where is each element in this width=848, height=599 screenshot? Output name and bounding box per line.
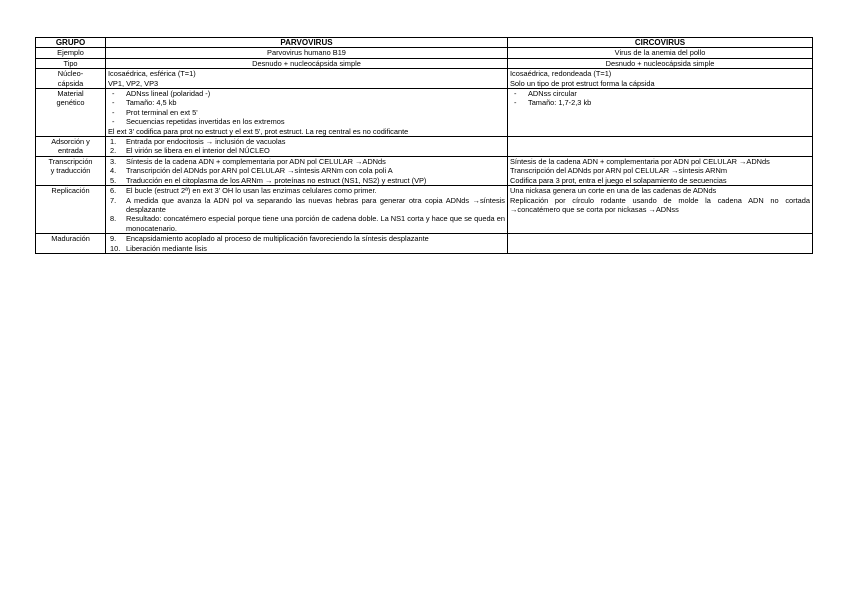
- list-item: - Tamaño: 4,5 kb: [126, 98, 505, 107]
- bullet-list: [108, 89, 505, 127]
- step-number: 2.: [110, 146, 117, 156]
- label-line: Núcleo-: [57, 69, 84, 79]
- header-circovirus: CIRCOVIRUS: [508, 38, 813, 48]
- label-line: y traducción: [50, 166, 91, 176]
- step-text: El bucle (estruct 2ª) en ext 3' OH lo usan las enzimas celulares como primer.: [126, 186, 377, 196]
- circo-nucleocapsida: [508, 69, 813, 89]
- list-item: [110, 137, 505, 147]
- list-item: [110, 234, 505, 244]
- label-line: Transcripción: [48, 156, 93, 166]
- bullet-list: [510, 89, 810, 108]
- circo-tipo: Desnudo + nucleocápsida simple: [508, 58, 813, 68]
- circo-adsorcion: [508, 137, 813, 157]
- step-text: Transcripción del ADNds por ARN pol CELULAR →síntesis ARNm con cola poli A: [126, 166, 393, 176]
- list-item: - Prot terminal en ext 5': [126, 108, 505, 117]
- label-replicacion: Replicación: [36, 186, 106, 234]
- header-row: [36, 38, 813, 48]
- list-item: - Secuencias repetidas invertidas en los extremos: [126, 117, 505, 126]
- circo-material-genetico: [508, 89, 813, 137]
- list-item: - Tamaño: 1,7-2,3 kb: [528, 98, 810, 107]
- text-line: Icosaédrica, esférica (T=1): [108, 69, 196, 79]
- step-text: Resultado: concatémero especial porque tiene una porción de cadena doble. La NS1 corta y hace que se queda en monocatenario.: [126, 214, 505, 233]
- circo-transcripcion: [508, 156, 813, 185]
- row-replicacion: [36, 186, 813, 234]
- label-line: genético: [56, 98, 85, 108]
- label-line: cápsida: [57, 78, 84, 88]
- step-number: 3.: [110, 156, 117, 166]
- label-line: Adsorción y: [51, 137, 90, 147]
- parvo-tipo: Desnudo + nucleocápsida simple: [106, 58, 508, 68]
- row-transcripcion: [36, 156, 813, 185]
- step-text: Traducción en el citoplasma de los ARNm → proteínas no estruct (NS1, NS2) y estruct (VP): [126, 175, 427, 185]
- text-line: Transcripción del ADNds por ARN pol CELULAR →síntesis ARNm: [510, 166, 728, 176]
- step-text: Síntesis de la cadena ADN + complementaria por ADN pol CELULAR →ADNds: [126, 156, 386, 166]
- label-line: Material: [57, 89, 84, 99]
- list-item: [110, 166, 505, 176]
- text-line: Síntesis de la cadena ADN + complementaria por ADN pol CELULAR →ADNds: [510, 156, 770, 166]
- text-line: Codifica para 3 prot, entra el juego el solapamiento de secuencias: [510, 175, 727, 185]
- text-line: Una nickasa genera un corte en una de las cadenas de ADNds: [510, 186, 717, 196]
- circo-maduracion: [508, 234, 813, 254]
- list-item: [110, 156, 505, 166]
- material-note: El ext 3' codifica para prot no estruct y el ext 5', prot estruct. La reg central es no codificante: [108, 126, 409, 136]
- parvo-transcripcion: [106, 156, 508, 185]
- list-item: [110, 195, 505, 215]
- numbered-list: [108, 234, 505, 253]
- step-number: 8.: [110, 214, 117, 224]
- parvo-maduracion: [106, 234, 508, 254]
- row-ejemplo: [36, 48, 813, 58]
- step-text: Entrada por endocitosis → inclusión de vacuolas: [126, 137, 286, 147]
- step-number: 10.: [110, 243, 121, 253]
- parvo-material-genetico: [106, 89, 508, 137]
- label-nucleocapsida: [36, 69, 106, 89]
- step-text: El virión se libera en el interior del NÚCLEO: [126, 146, 270, 156]
- list-item: [110, 243, 505, 253]
- header-parvovirus: PARVOVIRUS: [106, 38, 508, 48]
- row-maduracion: [36, 234, 813, 254]
- row-material-genetico: [36, 89, 813, 137]
- text-line: Replicación por círculo rodante usando de molde la cadena ADN no cortada →concatémero que se corta por nickasas →ADNss: [510, 195, 810, 214]
- text-line: VP1, VP2, VP3: [108, 78, 159, 88]
- circo-replicacion: [508, 186, 813, 234]
- parvo-ejemplo: Parvovirus humano B19: [106, 48, 508, 58]
- parvo-replicacion: [106, 186, 508, 234]
- list-item: [110, 214, 505, 233]
- numbered-list: [108, 157, 505, 185]
- label-line: entrada: [57, 146, 84, 156]
- label-maduracion: Maduración: [36, 234, 106, 254]
- numbered-list: [108, 186, 505, 233]
- row-adsorcion: [36, 137, 813, 157]
- step-number: 7.: [110, 195, 117, 205]
- step-text: Liberación mediante lisis: [126, 243, 207, 253]
- step-number: 1.: [110, 137, 117, 147]
- label-adsorcion: [36, 137, 106, 157]
- parvo-adsorcion: [106, 137, 508, 157]
- label-transcripcion: [36, 156, 106, 185]
- list-item: - ADNss lineal (polaridad -): [126, 89, 505, 98]
- list-item: - ADNss circular: [528, 89, 810, 98]
- step-number: 6.: [110, 186, 117, 196]
- label-ejemplo: Ejemplo: [36, 48, 106, 58]
- list-item: [110, 186, 505, 196]
- step-number: 5.: [110, 175, 117, 185]
- numbered-list: [108, 137, 505, 156]
- header-grupo: GRUPO: [36, 38, 106, 48]
- comparison-table: [35, 37, 813, 254]
- text-line: Solo un tipo de prot estruct forma la cápsida: [510, 78, 655, 88]
- step-number: 9.: [110, 234, 117, 244]
- label-material-genetico: [36, 89, 106, 137]
- parvo-nucleocapsida: [106, 69, 508, 89]
- text-line: Icosaédrica, redondeada (T=1): [510, 69, 612, 79]
- step-text: A medida que avanza la ADN pol va separando las nuevas hebras para generar otra copia ADNds →síntesis desplazante: [126, 195, 505, 214]
- circo-ejemplo: Virus de la anemia del pollo: [508, 48, 813, 58]
- label-tipo: Tipo: [36, 58, 106, 68]
- step-number: 4.: [110, 166, 117, 176]
- list-item: [110, 146, 505, 156]
- step-text: Encapsidamiento acoplado al proceso de multiplicación favoreciendo la síntesis desplazante: [126, 234, 429, 244]
- row-tipo: [36, 58, 813, 68]
- row-nucleocapsida: [36, 69, 813, 89]
- list-item: [110, 175, 505, 185]
